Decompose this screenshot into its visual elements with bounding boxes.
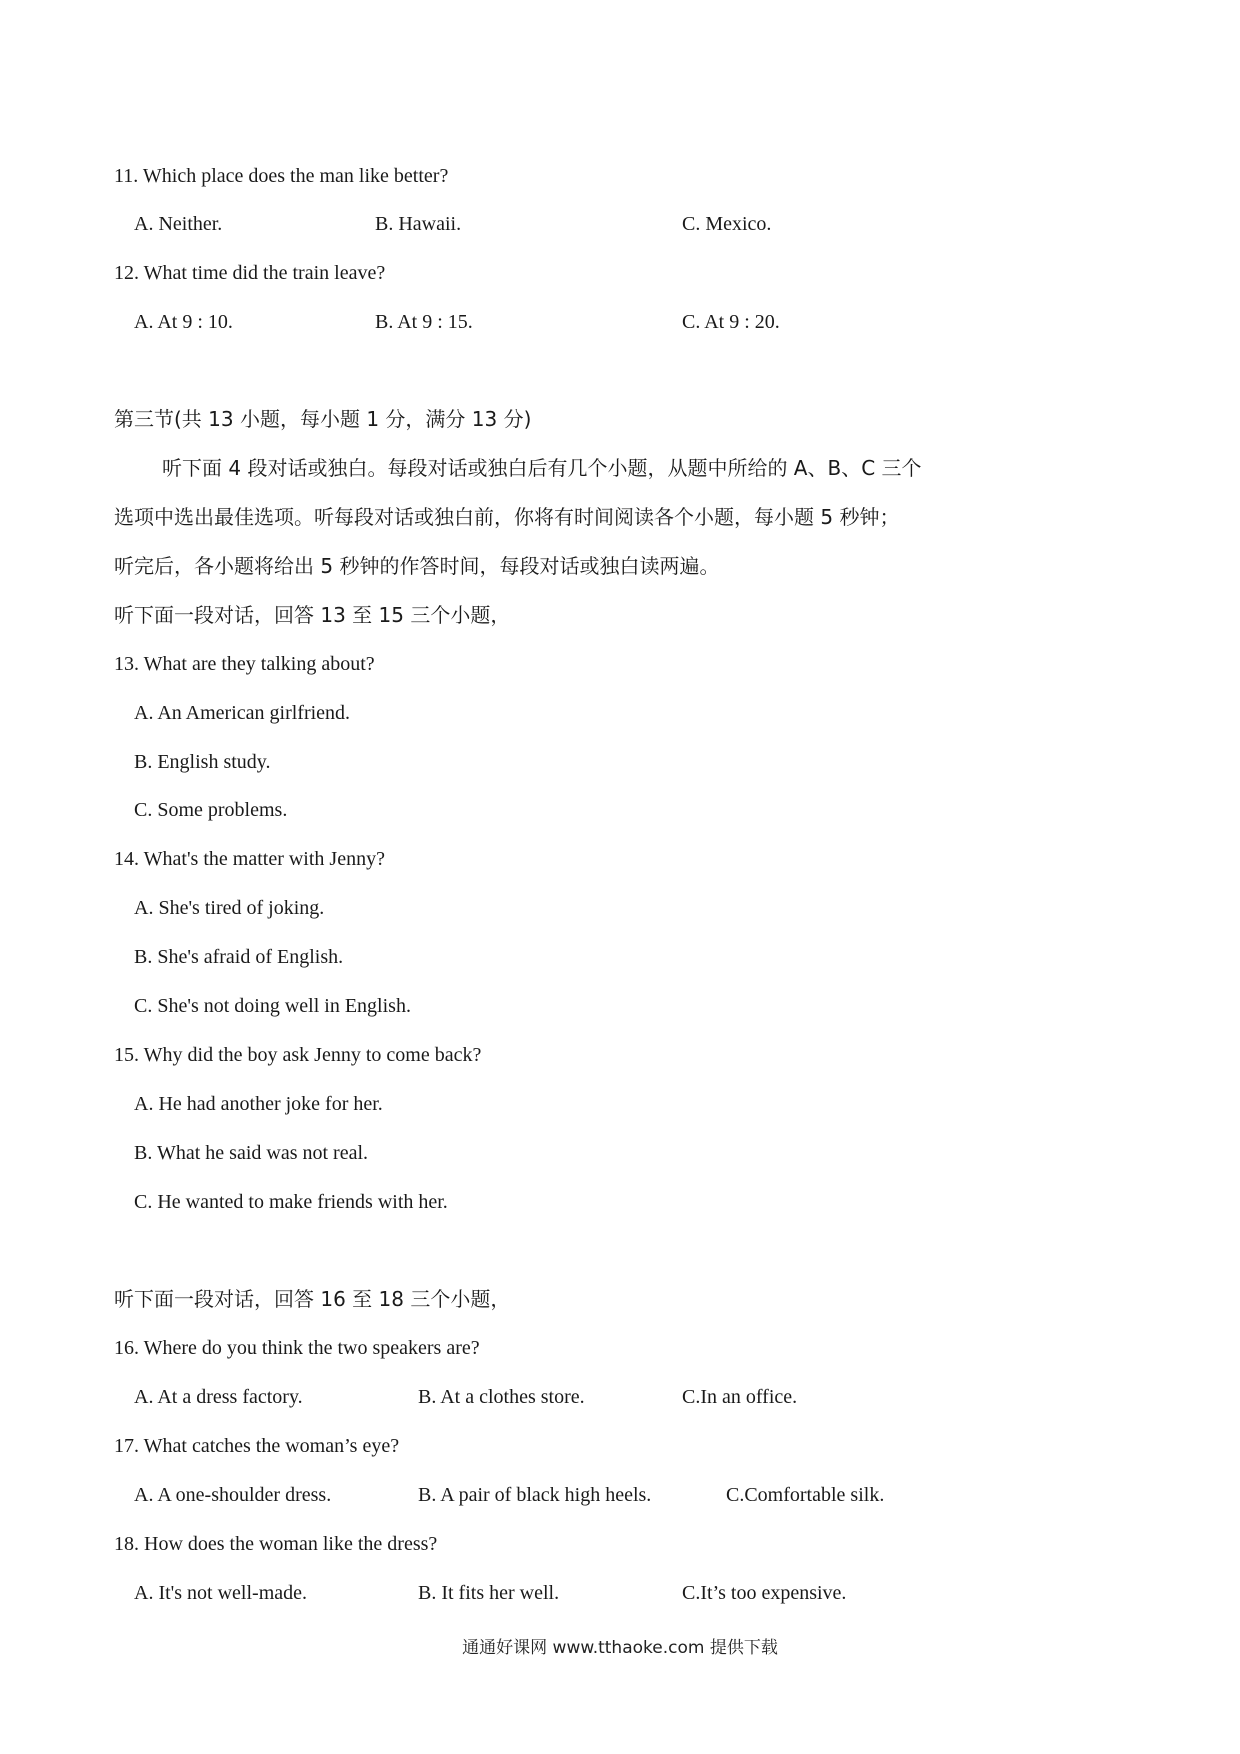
question-12: 12. What time did the train leave? xyxy=(114,262,386,284)
option-18-a: A. It's not well-made. xyxy=(134,1582,308,1604)
option-14-b: B. She's afraid of English. xyxy=(134,946,344,968)
option-11-a: A. Neither. xyxy=(134,213,223,235)
option-11-c: C. Mexico. xyxy=(682,213,772,235)
section3-instruction-line2: 选项中选出最佳选项。听每段对话或独白前，你将有时间阅读各个小题，每小题 5 秒钟； xyxy=(114,505,900,529)
option-15-c: C. He wanted to make friends with her. xyxy=(134,1191,448,1213)
option-16-b: B. At a clothes store. xyxy=(418,1386,585,1408)
page-footer: 通通好课网 www.tthaoke.com 提供下载 xyxy=(462,1638,778,1658)
dialog1-intro: 听下面一段对话，回答 13 至 15 三个小题， xyxy=(114,603,511,627)
option-12-a: A. At 9 : 10. xyxy=(134,311,233,333)
question-13: 13. What are they talking about? xyxy=(114,653,375,675)
question-11: 11. Which place does the man like better? xyxy=(114,165,449,187)
option-18-b: B. It fits her well. xyxy=(418,1582,560,1604)
option-14-a: A. She's tired of joking. xyxy=(134,897,325,919)
option-17-b: B. A pair of black high heels. xyxy=(418,1484,652,1506)
option-13-a: A. An American girlfriend. xyxy=(134,702,351,724)
section3-instruction-line1: 听下面 4 段对话或独白。每段对话或独白后有几个小题，从题中所给的 A、B、C 三个 xyxy=(162,456,922,480)
option-18-c: C.It’s too expensive. xyxy=(682,1582,847,1604)
question-18: 18. How does the woman like the dress? xyxy=(114,1533,438,1555)
question-16: 16. Where do you think the two speakers are? xyxy=(114,1337,480,1359)
option-16-c: C.In an office. xyxy=(682,1386,798,1408)
option-15-b: B. What he said was not real. xyxy=(134,1142,369,1164)
section3-heading: 第三节(共 13 小题，每小题 1 分，满分 13 分) xyxy=(114,407,532,431)
option-13-b: B. English study. xyxy=(134,751,271,773)
section3-instruction-line3: 听完后，各小题将给出 5 秒钟的作答时间，每段对话或独白读两遍。 xyxy=(114,554,720,578)
option-17-a: A. A one-shoulder dress. xyxy=(134,1484,332,1506)
dialog2-intro: 听下面一段对话，回答 16 至 18 三个小题， xyxy=(114,1287,511,1311)
question-14: 14. What's the matter with Jenny? xyxy=(114,848,385,870)
option-17-c: C.Comfortable silk. xyxy=(726,1484,885,1506)
option-12-c: C. At 9 : 20. xyxy=(682,311,780,333)
question-15: 15. Why did the boy ask Jenny to come back? xyxy=(114,1044,482,1066)
option-13-c: C. Some problems. xyxy=(134,799,288,821)
option-16-a: A. At a dress factory. xyxy=(134,1386,303,1408)
option-12-b: B. At 9 : 15. xyxy=(375,311,473,333)
question-17: 17. What catches the woman’s eye? xyxy=(114,1435,400,1457)
option-14-c: C. She's not doing well in English. xyxy=(134,995,411,1017)
option-11-b: B. Hawaii. xyxy=(375,213,462,235)
option-15-a: A. He had another joke for her. xyxy=(134,1093,383,1115)
